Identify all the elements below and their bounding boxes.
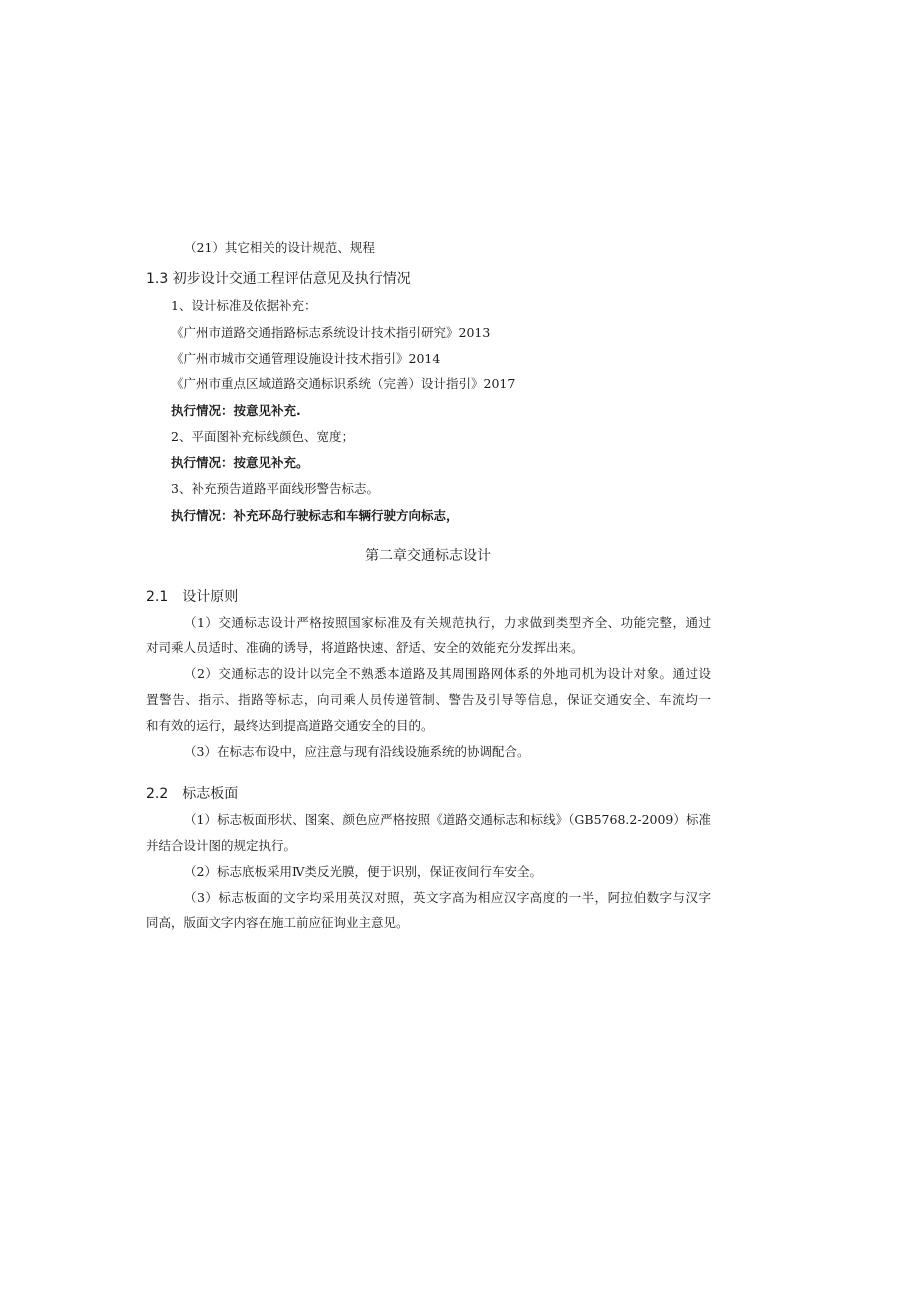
- paragraph-line: （2）交通标志的设计以完全不熟悉本道路及其周围路网体系的外地司机为设计对象。通过设: [184, 666, 711, 681]
- paragraph-line: 对司乘人员适时、准确的诱导，将道路快速、舒适、安全的效能充分发挥出来。: [146, 640, 584, 655]
- reference-2: 《广州市城市交通管理设施设计技术指引》2014: [171, 351, 441, 366]
- paragraph-line: 同高，版面文字内容在施工前应征询业主意见。: [146, 915, 409, 930]
- paragraph-line: （1）标志板面形状、图案、颜色应严格按照《道路交通标志和标线》（GB5768.2-2009）标准: [184, 812, 711, 827]
- paragraph-line: （2）标志底板采用Ⅳ类反光膜，便于识别，保证夜间行车安全。: [184, 864, 542, 879]
- paragraph-line: （1）交通标志设计严格按照国家标准及有关规范执行，力求做到类型齐全、功能完整，通过: [184, 615, 711, 630]
- chapter-title: 第二章交通标志设计: [365, 548, 491, 564]
- section-heading-2-1: 2.1 设计原则: [146, 589, 239, 605]
- paragraph-line: 和有效的运行，最终达到提高道路交通安全的目的。: [146, 718, 434, 733]
- execution-status-3: 执行情况：补充环岛行驶标志和车辆行驶方向标志，: [171, 508, 459, 523]
- paragraph-line: （3）在标志布设中，应注意与现有沿线设施系统的协调配合。: [184, 744, 530, 759]
- section-heading-1-3: 1.3 初步设计交通工程评估意见及执行情况: [146, 271, 411, 287]
- execution-status-1: 执行情况：按意见补充.: [171, 403, 301, 418]
- section-heading-2-2: 2.2 标志板面: [146, 786, 239, 802]
- list-item-3: 3、补充预告道路平面线形警告标志。: [171, 481, 379, 496]
- paragraph-line: 置警告、指示、指路等标志，向司乘人员传递管制、警告及引导等信息，保证交通安全、车流均一: [146, 692, 711, 707]
- execution-status-2: 执行情况：按意见补充。: [171, 455, 309, 470]
- list-item-2: 2、平面图补充标线颜色、宽度；: [171, 429, 354, 444]
- reference-1: 《广州市道路交通指路标志系统设计技术指引研究》2013: [171, 325, 491, 340]
- reference-3: 《广州市重点区域道路交通标识系统（完善）设计指引》2017: [171, 376, 516, 391]
- list-item-21: （21）其它相关的设计规范、规程: [184, 240, 375, 255]
- list-item-1: 1、设计标准及依据补充：: [171, 298, 317, 313]
- paragraph-line: （3）标志板面的文字均采用英汉对照，英文字高为相应汉字高度的一半，阿拉伯数字与汉字: [184, 890, 711, 905]
- paragraph-line: 并结合设计图的规定执行。: [146, 838, 297, 853]
